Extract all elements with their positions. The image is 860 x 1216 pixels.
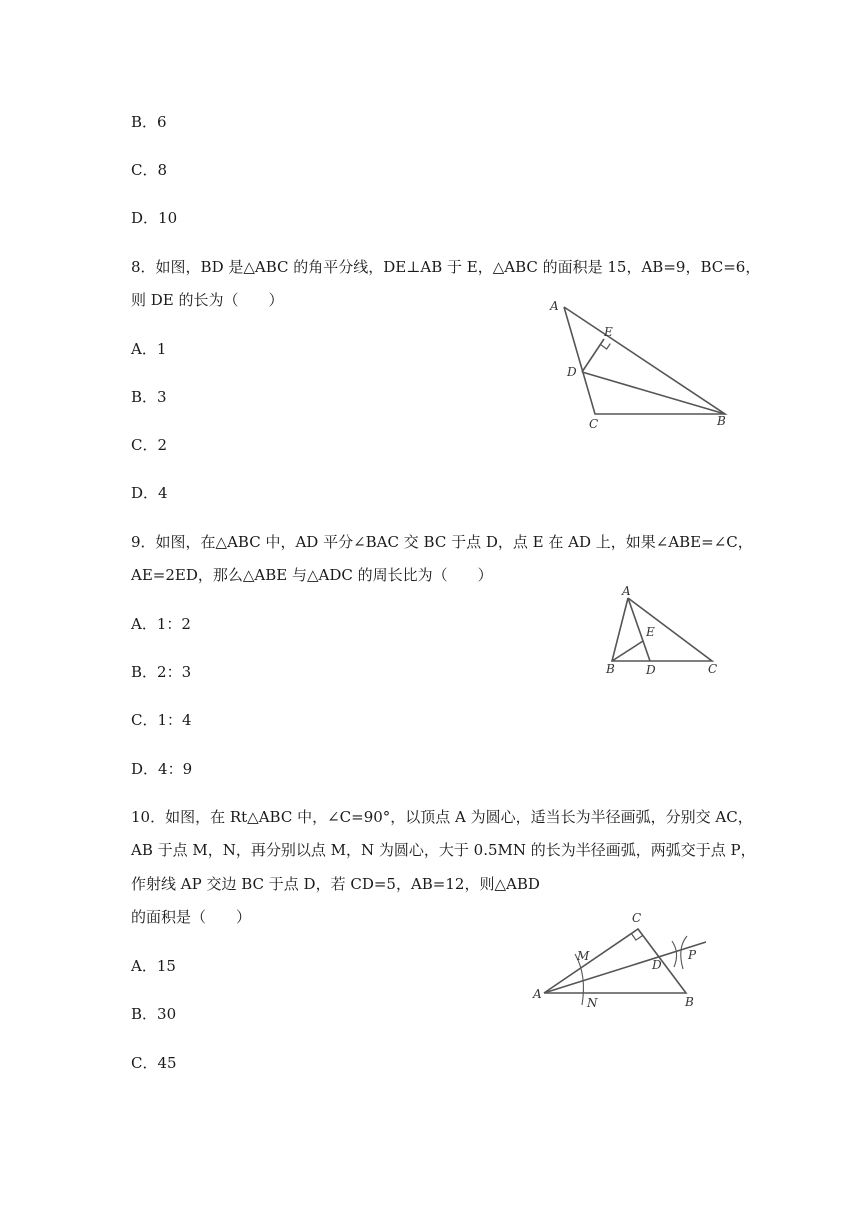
q10-label-c: C xyxy=(632,911,642,925)
q9-label-e: E xyxy=(646,625,655,639)
q7-option-d: D．10 xyxy=(131,209,178,227)
q10-stem-line-2: AB 于点 M，N，再分别以点 M，N 为圆心，大于 0.5MN 的长为半径画弧，两弧交于点 P， xyxy=(131,841,756,859)
q8-right-angle-mark xyxy=(601,344,611,350)
q10-label-b: B xyxy=(685,995,694,1009)
q8-stem-line-2: 则 DE 的长为（ ） xyxy=(131,291,284,309)
q8-stem-line-1: 8．如图，BD 是△ABC 的角平分线，DE⊥AB 于 E，△ABC 的面积是 15，AB=9，BC=6， xyxy=(131,258,761,276)
q10-arc-p-2 xyxy=(681,936,687,969)
q10-label-d: D xyxy=(652,958,662,972)
q8-label-d: D xyxy=(567,365,577,379)
q8-option-a: A．1 xyxy=(131,340,167,358)
q9-label-c: C xyxy=(708,662,718,676)
q10-ray-ap xyxy=(544,942,706,993)
q8-label-a: A xyxy=(550,299,559,313)
q10-arc-p-1 xyxy=(672,941,677,967)
q9-option-c: C．1：4 xyxy=(131,711,192,729)
q10-figure xyxy=(525,905,715,1015)
q10-label-n: N xyxy=(587,996,598,1010)
q10-triangle-abc xyxy=(544,929,686,993)
q9-stem-line-1: 9．如图，在△ABC 中，AD 平分∠BAC 交 BC 于点 D，点 E 在 AD 上，如果∠ABE=∠C， xyxy=(131,533,753,551)
q9-figure xyxy=(600,583,730,683)
q10-label-m: M xyxy=(577,949,590,963)
q8-segment-de xyxy=(582,339,604,372)
q10-stem-line-3: 作射线 AP 交边 BC 于点 D，若 CD=5，AB=12，则△ABD xyxy=(131,875,540,893)
q8-label-e: E xyxy=(604,325,613,339)
q7-option-c: C．8 xyxy=(131,161,168,179)
q10-stem-line-1: 10．如图，在 Rt△ABC 中，∠C=90°，以顶点 A 为圆心，适当长为半径画弧，分别交 AC， xyxy=(131,808,753,826)
q9-label-d: D xyxy=(646,663,656,677)
q8-label-c: C xyxy=(589,417,599,431)
q9-option-a: A．1：2 xyxy=(131,615,191,633)
q10-option-b: B．30 xyxy=(131,1005,177,1023)
q9-option-d: D．4：9 xyxy=(131,760,193,778)
q10-stem-line-4: 的面积是（ ） xyxy=(131,908,252,926)
q8-triangle-abc xyxy=(564,307,725,414)
q9-label-b: B xyxy=(606,662,615,676)
q10-option-c: C．45 xyxy=(131,1054,177,1072)
q10-label-a: A xyxy=(533,987,542,1001)
q8-option-d: D．4 xyxy=(131,484,168,502)
q10-label-p: P xyxy=(688,948,697,962)
q9-stem-line-2: AE=2ED，那么△ABE 与△ADC 的周长比为（ ） xyxy=(131,566,493,584)
q8-figure xyxy=(540,290,740,440)
q8-label-b: B xyxy=(717,414,726,428)
q8-segment-bd xyxy=(582,372,725,414)
q8-option-b: B．3 xyxy=(131,388,167,406)
q7-option-b: B．6 xyxy=(131,113,167,131)
q10-option-a: A．15 xyxy=(131,957,176,975)
q8-option-c: C．2 xyxy=(131,436,168,454)
q10-right-angle-mark xyxy=(631,934,642,941)
q9-option-b: B．2：3 xyxy=(131,663,192,681)
q9-label-a: A xyxy=(622,584,631,598)
